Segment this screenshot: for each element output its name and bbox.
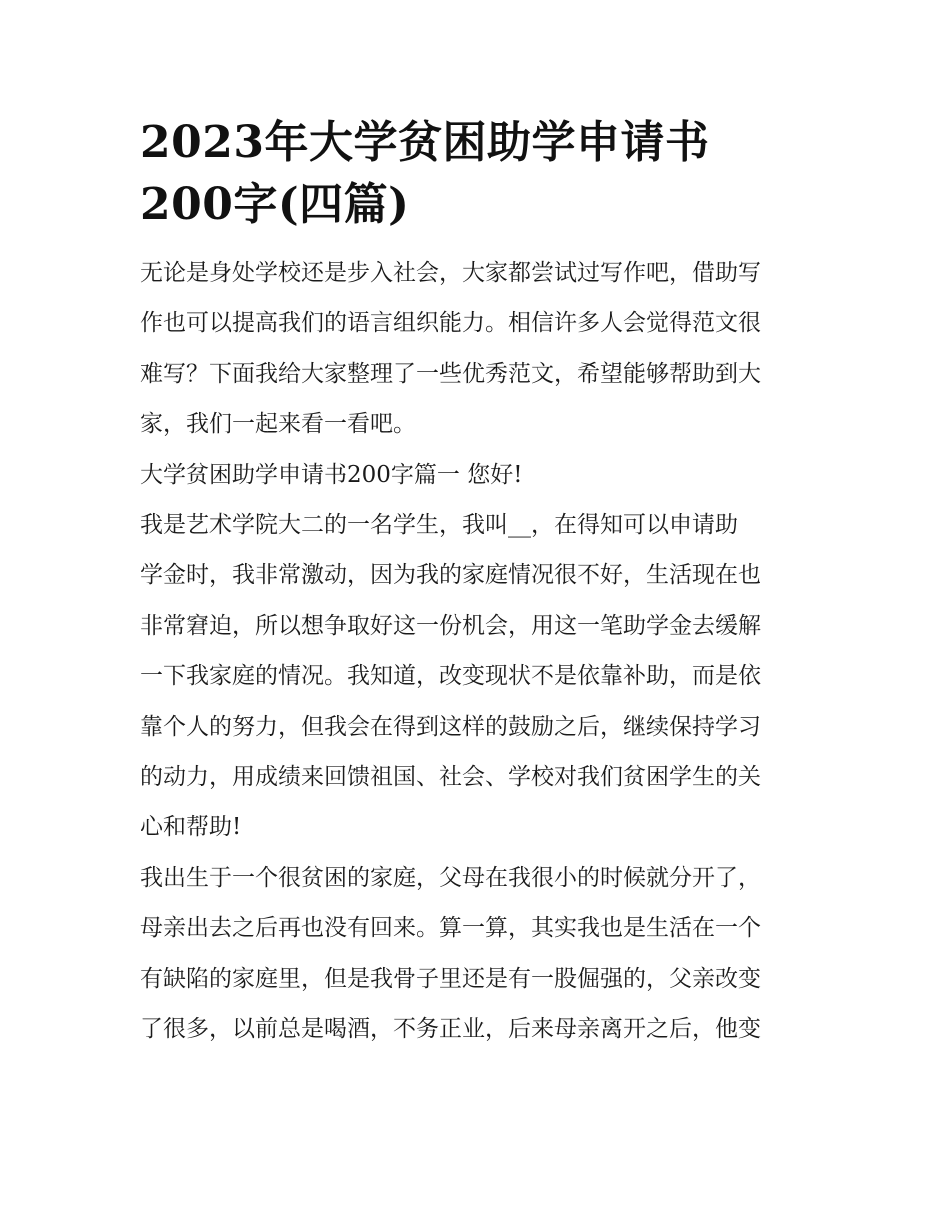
text-line: 的动力，用成绩来回馈祖国、社会、学校对我们贫困学生的关	[140, 764, 761, 791]
text-line: 作也可以提高我们的语言组织能力。相信许多人会觉得范文很	[140, 310, 761, 337]
body-paragraph-2	[140, 853, 812, 1055]
title-line-1: 2023年大学贫困助学申请书	[140, 117, 710, 168]
text-line: 非常窘迫，所以想争取好这一份机会，用这一笔助学金去缓解	[140, 612, 761, 639]
document-title	[140, 112, 812, 236]
text-line: 家，我们一起来看一看吧。	[140, 411, 416, 438]
title-line-2: 200字(四篇)	[140, 179, 410, 230]
text-line: 靠个人的努力，但我会在得到这样的鼓励之后，继续保持学习	[140, 713, 761, 740]
text-line: 学金时，我非常激动，因为我的家庭情况很不好，生活现在也	[140, 562, 761, 589]
text-line: 无论是身处学校还是步入社会，大家都尝试过写作吧，借助写	[140, 260, 761, 286]
text-line: 了很多，以前总是喝酒，不务正业，后来母亲离开之后，他变	[140, 1016, 761, 1043]
text-line: 难写？下面我给大家整理了一些优秀范文，希望能够帮助到大	[140, 360, 761, 387]
section-heading-paragraph	[140, 450, 812, 500]
document-body	[140, 112, 812, 1055]
text-line: 一下我家庭的情况。我知道，改变现状不是依靠补助，而是依	[140, 663, 761, 690]
text-line: 大学贫困助学申请书200字篇一 您好!	[140, 461, 523, 488]
text-line: 有缺陷的家庭里，但是我骨子里还是有一股倔强的，父亲改变	[140, 965, 761, 992]
body-paragraph-1	[140, 500, 812, 853]
text-line: 心和帮助!	[140, 814, 242, 841]
text-line: 我出生于一个很贫困的家庭，父母在我很小的时候就分开了，	[140, 864, 761, 891]
intro-paragraph	[140, 248, 812, 450]
text-line: 我是艺术学院大二的一名学生，我叫__，在得知可以申请助	[140, 512, 738, 539]
text-line: 母亲出去之后再也没有回来。算一算，其实我也是生活在一个	[140, 915, 761, 942]
